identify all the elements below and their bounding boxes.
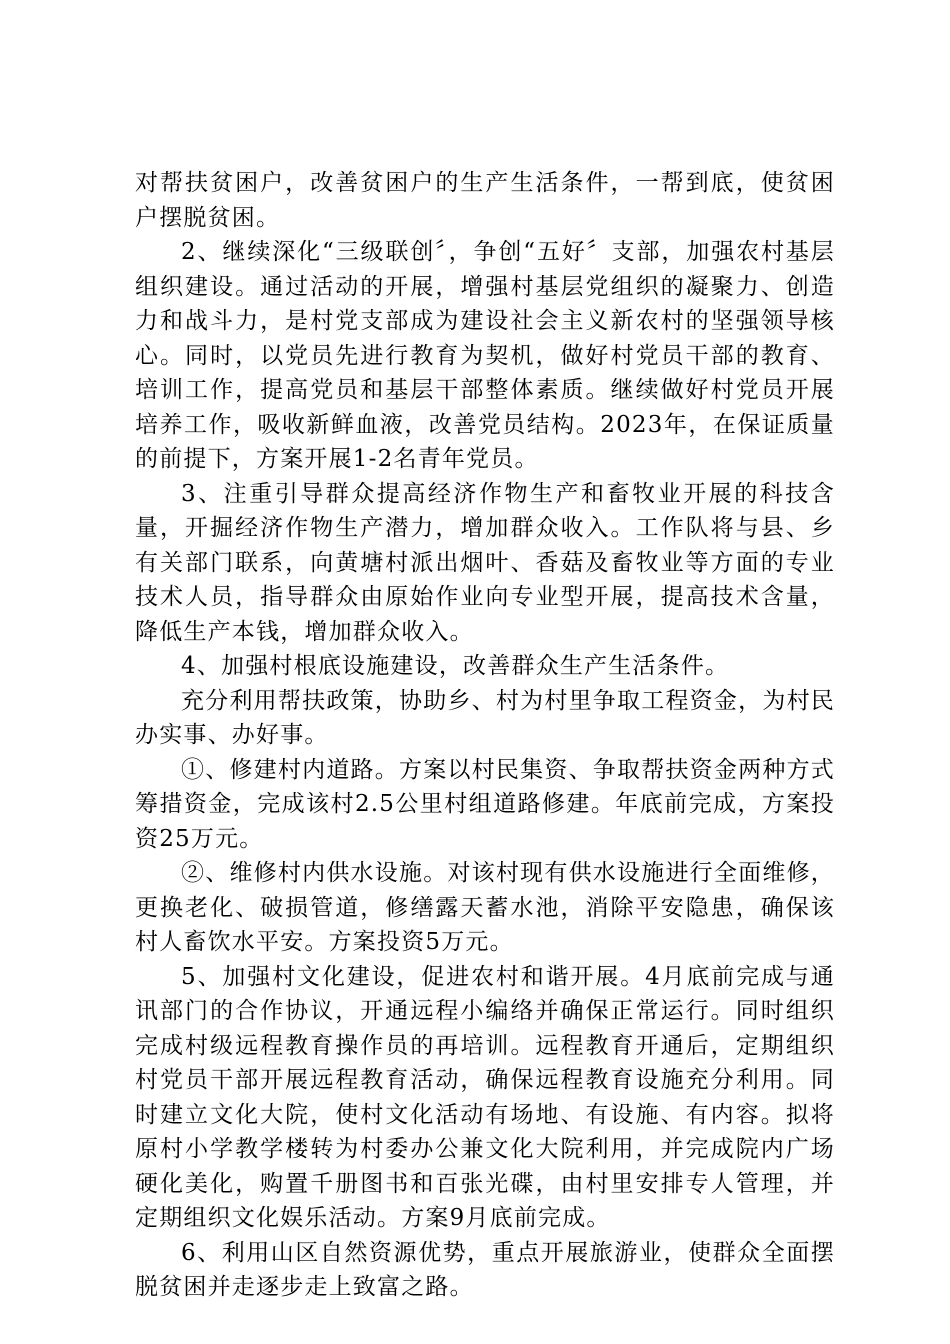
paragraph-item-4: 4、加强村根底设施建设，改善群众生产生活条件。: [181, 653, 730, 679]
paragraph-subitem-1: ①、修建村内道路。方案以村民集资、争取帮扶资金两种方式筹措资金，完成该村2.5公里村组道路修建。年底前完成，方案投资25万元。: [135, 756, 835, 852]
paragraph-item-2: 2、继续深化“三级联创〞，争创“五好〞支部，加强农村基层组织建设。通过活动的开展，增强村基层党组织的凝聚力、创造力和战斗力，是村党支部成为建设社会主义新农村的坚强领导核心。同时，以党员先进行教育为契机，做好村党员干部的教育、培训工作，提高党员和基层干部整体素质。继续做好村党员开展培养工作，吸收新鲜血液，改善党员结构。2023年，在保证质量的前提下，方案开展1-2名青年党员。: [135, 239, 835, 472]
paragraph-item-5: 5、加强村文化建设，促进农村和谐开展。4月底前完成与通讯部门的合作协议，开通远程小编络并确保正常运行。同时组织完成村级远程教育操作员的再培训。远程教育开通后，定期组织村党员干部开展远程教育活动，确保远程教育设施充分利用。同时建立文化大院，使村文化活动有场地、有设施、有内容。拟将原村小学教学楼转为村委办公兼文化大院利用，并完成院内广场硬化美化，购置千册图书和百张光碟，由村里安排专人管理，并定期组织文化娱乐活动。方案9月底前完成。: [135, 963, 835, 1231]
paragraph-subitem-2: ②、维修村内供水设施。对该村现有供水设施进行全面维修，更换老化、破损管道，修缮露天蓄水池，消除平安隐患，确保该村人畜饮水平安。方案投资5万元。: [135, 860, 835, 955]
paragraph-item-6: 6、利用山区自然资源优势，重点开展旅游业，使群众全面摆脱贫困并走逐步走上致富之路。: [135, 1239, 835, 1300]
paragraph-item-4-detail: 充分利用帮扶政策，协助乡、村为村里争取工程资金，为村民办实事、办好事。: [135, 687, 835, 748]
paragraph-item-3: 3、注重引导群众提高经济作物生产和畜牧业开展的科技含量，开掘经济作物生产潜力，增加群众收入。工作队将与县、乡有关部门联系，向黄塘村派出烟叶、香菇及畜牧业等方面的专业技术人员，指导群众由原始作业向专业型开展，提高技术含量，降低生产本钱，增加群众收入。: [135, 480, 835, 645]
paragraph-continuation: 对帮扶贫困户，改善贫困户的生产生活条件，一帮到底，使贫困户摆脱贫困。: [135, 170, 835, 231]
document-body: [135, 166, 835, 1305]
